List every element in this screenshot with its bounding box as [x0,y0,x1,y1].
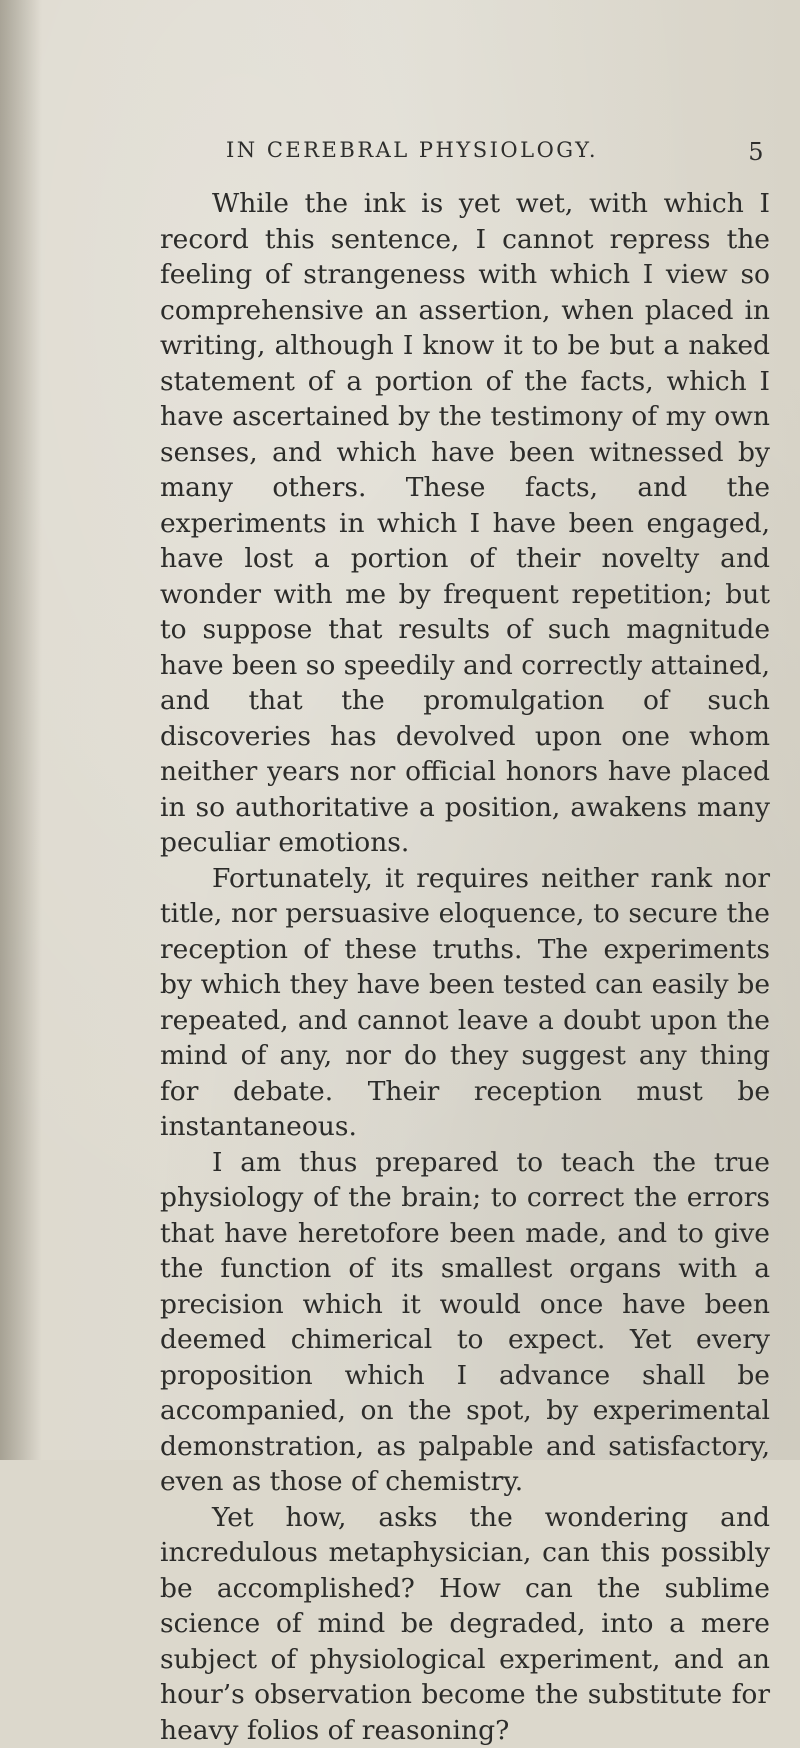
paragraph: Fortunately, it requires neither rank nor title, nor persuasive eloquence, to secure the reception of these truths. The experiments by which they have been tested can easily be repeated, and cannot leave a doubt upon the mind of any, nor do they suggest any thing for debate. Their reception must be instantaneous. [160,861,770,1145]
body-text [160,186,770,1748]
running-head: IN CEREBRAL PHYSIOLOGY. [226,138,598,162]
binding-shadow [0,0,42,1460]
paragraph: I am thus prepared to teach the true physiology of the brain; to correct the errors that have heretofore been made, and to give the function of its smallest organs with a precision which it would once have been deemed chimerical to expect. Yet every proposition which I advance shall be accompanied, on the spot, by experimental demonstration, as palpable and satisfactory, even as those of chemistry. [160,1145,770,1500]
paragraph: While the ink is yet wet, with which I record this sentence, I cannot repress the feeling of strangeness with which I view so comprehensive an assertion, when placed in writing, although I know it to be but a naked statement of a portion of the facts, which I have ascertained by the testimony of my own senses, and which have been witnessed by many others. These facts, and the experiments in which I have been engaged, have lost a portion of their novelty and wonder with me by frequent repetition; but to suppose that results of such magnitude have been so speedily and correctly attained, and that the promulgation of such discoveries has devolved upon one whom neither years nor official honors have placed in so authoritative a position, awakens many peculiar emotions. [160,186,770,861]
page-header [226,138,766,172]
page-number: 5 [748,138,766,166]
paragraph: Yet how, asks the wondering and incredulous metaphysician, can this possibly be accomplished? How can the sublime science of mind be degraded, into a mere subject of physiological experiment, and an hour’s observation become the substitute for heavy folios of reasoning? [160,1500,770,1748]
